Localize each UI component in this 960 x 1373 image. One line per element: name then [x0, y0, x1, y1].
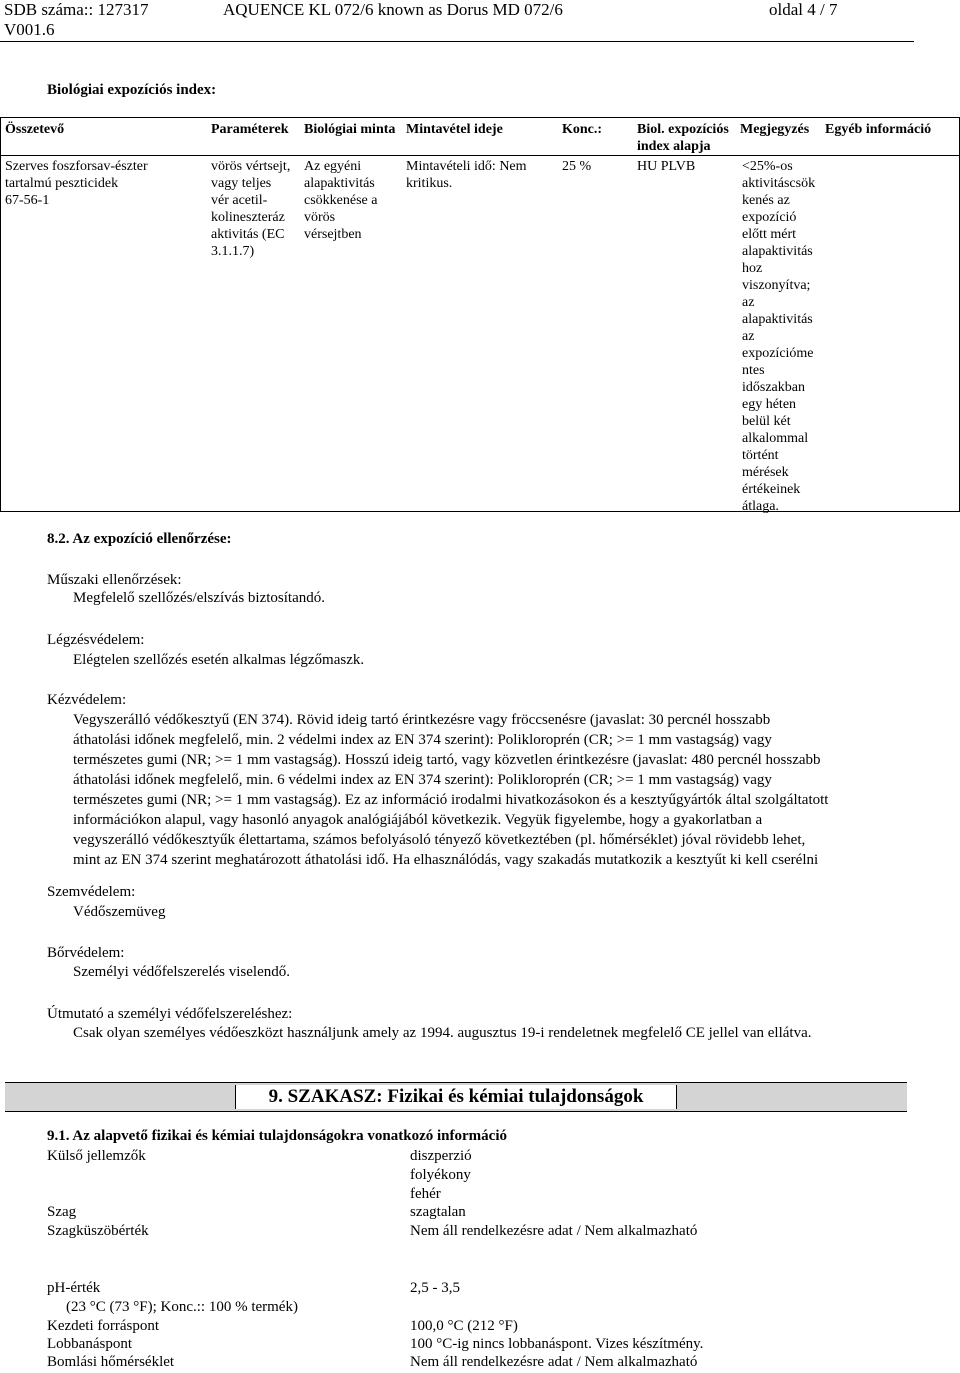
note-line: történt [742, 448, 779, 463]
skin-protection-label: Bőrvédelem: [47, 945, 125, 961]
component-line: Szerves foszforsav-észter [5, 159, 148, 174]
note-line: alapaktivitás [742, 244, 813, 259]
component-line: tartalmú peszticidek [5, 176, 119, 191]
prop-decomposition-label: Bomlási hőmérséklet [47, 1354, 175, 1370]
parameters-line: vagy teljes [211, 176, 272, 191]
sample-line: vérsejtben [304, 227, 362, 242]
parameters-line: vörös vértsejt, [211, 159, 291, 174]
hand-protection-label: Kézvédelem: [47, 692, 127, 708]
note-line: egy héten [742, 397, 797, 412]
section-9-1-subtitle: 9.1. Az alapvető fizikai és kémiai tulajdonságokra vonatkozó információ [47, 1128, 507, 1144]
col-header-parameters: Paraméterek [211, 122, 289, 137]
prop-odor-label: Szag [47, 1204, 77, 1220]
col-header-basis-2: index alapja [637, 139, 711, 154]
col-header-conc: Konc.: [562, 122, 603, 137]
parameters-line: vér acetil- [211, 193, 268, 208]
note-line: az [742, 329, 755, 344]
prop-appearance-value: folyékony [410, 1167, 471, 1183]
prop-appearance-label: Külső jellemzők [47, 1148, 146, 1164]
note-line: átlaga. [742, 499, 779, 514]
cell-note [742, 158, 824, 515]
parameters-line: 3.1.1.7) [211, 244, 255, 259]
sample-line: Az egyéni [304, 159, 362, 174]
eye-protection-label: Szemvédelem: [47, 884, 136, 900]
cell-sample [304, 158, 399, 243]
note-line: hoz [742, 261, 763, 276]
note-line: értékeinek [742, 482, 801, 497]
prop-boiling-label: Kezdeti forráspont [47, 1318, 160, 1334]
sample-line: vörös [304, 210, 336, 225]
note-line: aktivitáscsök [742, 176, 816, 191]
prop-appearance-value: fehér [410, 1186, 441, 1202]
tech-controls-value: Megfelelő szellőzés/elszívás biztosítandó. [73, 590, 326, 606]
note-line: <25%-os [742, 159, 793, 174]
note-line: kenés az [742, 193, 790, 208]
note-line: viszonyítva; [742, 278, 811, 293]
hand-line: információkon alapul, vagy hasonló anyagok analógiájából következik. Vegyük figyelembe, hogy a gyakorlatban a [73, 812, 763, 828]
cell-basis: HU PLVB [637, 159, 696, 174]
hand-line: vegyszerálló védőkesztyűk élettartama, számos befolyásoló tényező következtében (pl. hőmérséklet) jóval rövidebb lehet, [73, 832, 806, 848]
timing-line: kritikus. [406, 176, 453, 191]
section-8-2-title: 8.2. Az expozíció ellenőrzése: [47, 531, 232, 547]
hand-line: természetes gumi (NR; >= 1 mm vastagság). Hosszú ideig tartó, vagy közvetlen érintkezésre (javaslat: 480 percnél hosszabb [73, 752, 821, 768]
prop-decomposition-value: Nem áll rendelkezésre adat / Nem alkalmazható [410, 1354, 698, 1370]
col-header-component: Összetevő [5, 122, 65, 137]
note-line: alapaktivitás [742, 312, 813, 327]
header-rule [0, 41, 914, 42]
hand-line: áthatolási időnek megfelelő, min. 6 védelmi index az EN 374 szerint): Polikloroprén (CR; >= 1 mm vastagság) vagy [73, 772, 772, 788]
note-line: mérések [742, 465, 789, 480]
note-line: belül két [742, 414, 791, 429]
table-header-rule [0, 155, 960, 156]
tech-controls-label: Műszaki ellenőrzések: [47, 572, 182, 588]
timing-line: Mintavételi idő: Nem [406, 159, 527, 174]
note-line: időszakban [742, 380, 805, 395]
col-header-note: Megjegyzés [740, 122, 810, 137]
note-line: előtt mért [742, 227, 797, 242]
sdb-number: SDB száma:: 127317 [4, 0, 149, 19]
cell-component [5, 158, 205, 209]
hand-line: mint az EN 374 szerint meghatározott áthatolási idő. Ha elhasználódás, vagy szakadás mutatkozik a kesztyűt ki kell cserélni [73, 852, 819, 868]
eye-protection-value: Védőszemüveg [73, 904, 166, 920]
note-line: expozíció [742, 210, 797, 225]
ppe-guide-label: Útmutató a személyi védőfelszereléshez: [47, 1006, 293, 1022]
hand-protection-text [73, 710, 913, 870]
ppe-guide-value: Csak olyan személyes védőeszközt használjunk amely az 1994. augusztus 19-i rendeletnek megfelelő CE jellel van ellátva. [73, 1025, 812, 1041]
note-line: alkalommal [742, 431, 809, 446]
parameters-line: aktivitás (EC [211, 227, 285, 242]
prop-odor-threshold-value: Nem áll rendelkezésre adat / Nem alkalmazható [410, 1223, 698, 1239]
sample-line: csökkenése a [304, 193, 378, 208]
cell-timing [406, 158, 556, 192]
respiratory-label: Légzésvédelem: [47, 632, 145, 648]
col-header-sample: Biológiai minta [304, 122, 396, 137]
hand-line: természetes gumi (NR; >= 1 mm vastagság). Ez az információ irodalmi hivatkozásokon és a kesztyűgyártók által szolgáltatott [73, 792, 829, 808]
hand-line: Vegyszerálló védőkesztyű (EN 374). Rövid ideig tartó érintkezésre vagy fröccsenésre (javaslat: 30 percnél hosszabb [73, 712, 771, 728]
cell-conc: 25 % [562, 159, 592, 174]
prop-odor-threshold-label: Szagküszöbérték [47, 1223, 149, 1239]
prop-boiling-value: 100,0 °C (212 °F) [410, 1318, 518, 1334]
note-line: ntes [742, 363, 765, 378]
hand-line: áthatolási időnek megfelelő, min. 2 védelmi index az EN 374 szerint): Polikloroprén (CR; >= 1 mm vastagság) vagy [73, 732, 772, 748]
respiratory-value: Elégtelen szellőzés esetén alkalmas légzőmaszk. [73, 652, 365, 668]
prop-flashpoint-value: 100 °C-ig nincs lobbanáspont. Vizes készítmény. [410, 1336, 704, 1352]
table-top-rule [0, 117, 960, 118]
cell-parameters [211, 158, 301, 260]
note-line: expozícióme [742, 346, 814, 361]
bio-index-title: Biológiai expozíciós index: [47, 82, 217, 98]
prop-ph-value: 2,5 - 3,5 [410, 1280, 460, 1296]
component-line: 67-56-1 [5, 193, 50, 208]
prop-ph-conditions: (23 °C (73 °F); Konc.:: 100 % termék) [66, 1299, 298, 1315]
col-header-basis-1: Biol. expozíciós [637, 122, 729, 137]
section-9-title: 9. SZAKASZ: Fizikai és kémiai tulajdonságok [235, 1085, 677, 1109]
skin-protection-value: Személyi védőfelszerelés viselendő. [73, 964, 291, 980]
product-name: AQUENCE KL 072/6 known as Dorus MD 072/6 [223, 0, 563, 19]
prop-ph-label: pH-érték [47, 1280, 101, 1296]
col-header-other: Egyéb információ [825, 122, 932, 137]
prop-odor-value: szagtalan [410, 1204, 466, 1220]
page-number: oldal 4 / 7 [769, 0, 838, 19]
sample-line: alapaktivitás [304, 176, 375, 191]
prop-flashpoint-label: Lobbanáspont [47, 1336, 132, 1352]
version: V001.6 [4, 20, 55, 39]
parameters-line: kolineszteráz [211, 210, 285, 225]
note-line: az [742, 295, 755, 310]
table-left-border [0, 117, 1, 512]
prop-appearance-value: diszperzió [410, 1148, 472, 1164]
col-header-timing: Mintavétel ideje [406, 122, 503, 137]
